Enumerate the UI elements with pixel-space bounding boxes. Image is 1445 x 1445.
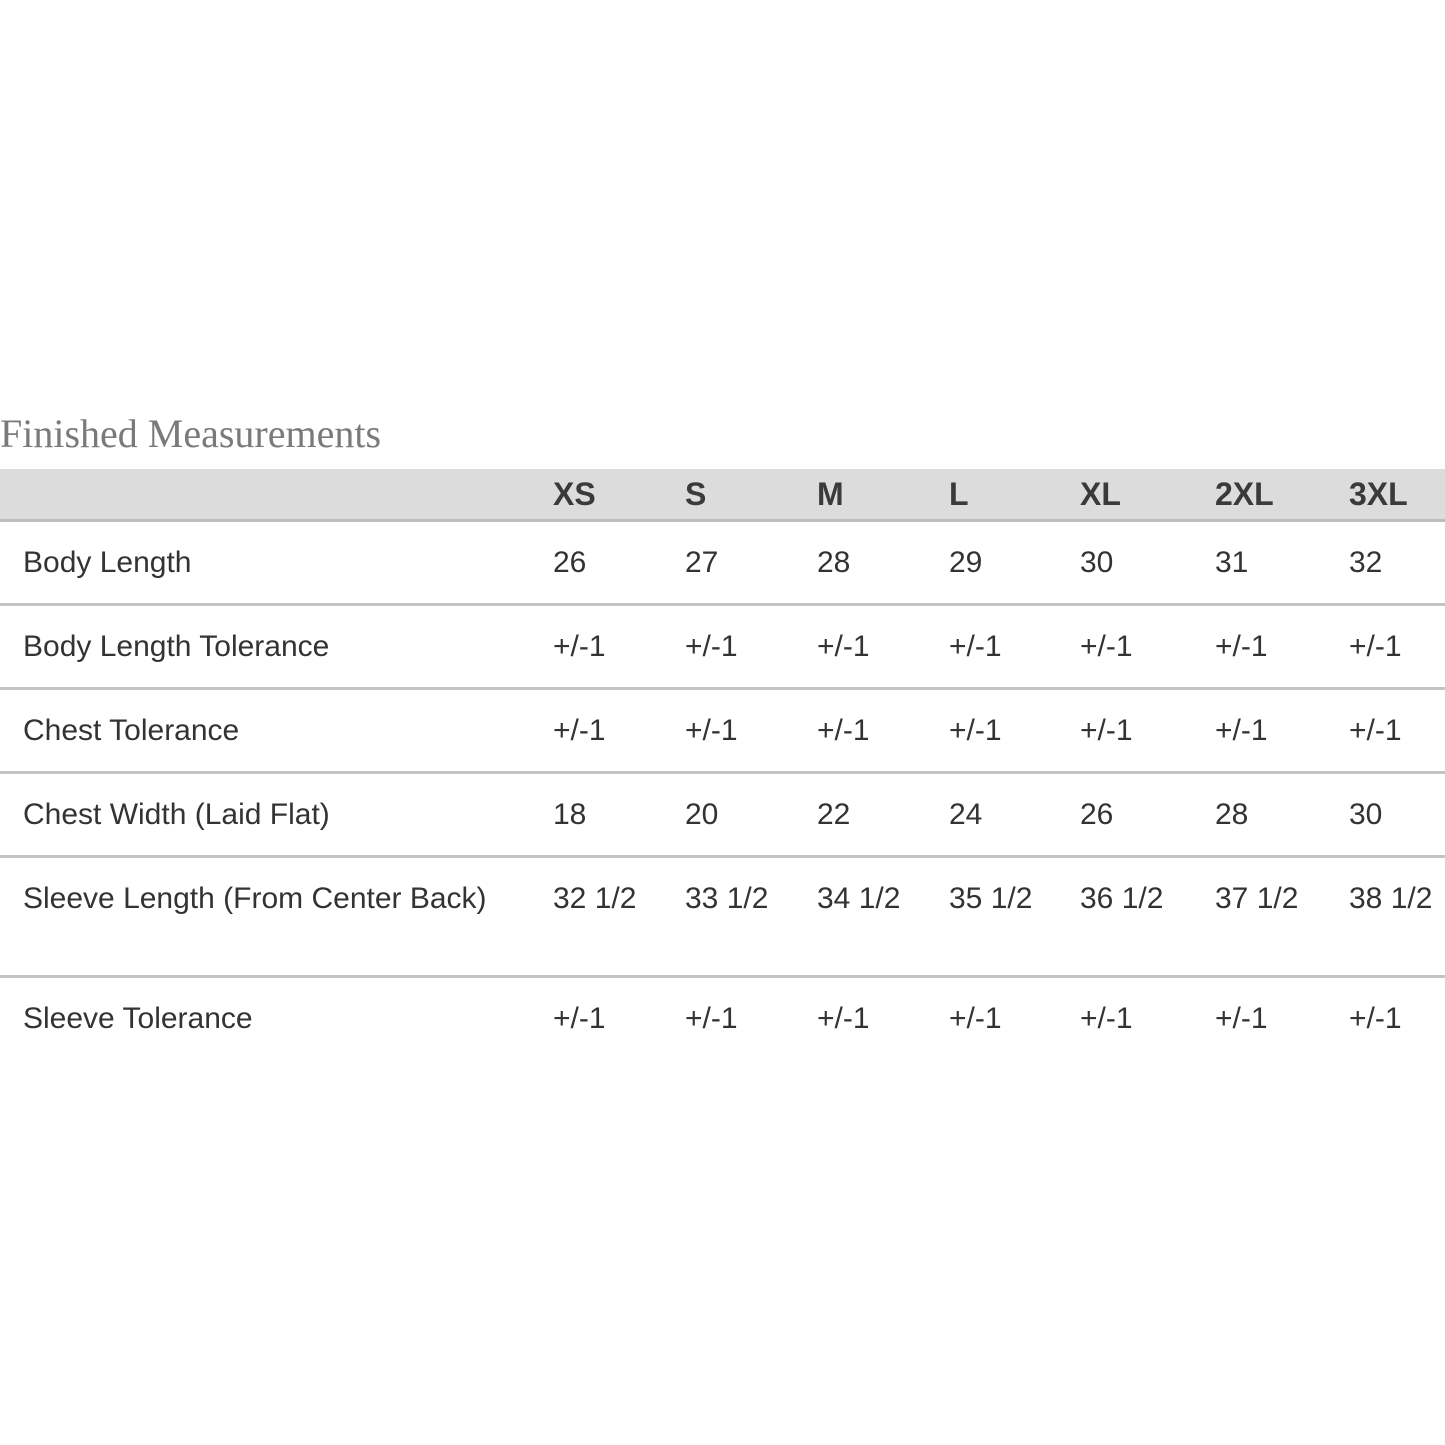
table-cell: 22 xyxy=(817,798,851,831)
table-cell: 31 xyxy=(1215,546,1249,579)
table-cell: +/-1 xyxy=(817,714,870,747)
page-title: Finished Measurements xyxy=(0,411,382,456)
table-cell: 20 xyxy=(685,798,719,831)
table-cell: 38 1/2 xyxy=(1349,882,1433,915)
table-cell: 26 xyxy=(1080,798,1114,831)
size-header: L xyxy=(949,476,969,512)
size-header: S xyxy=(685,476,707,512)
table-cell: +/-1 xyxy=(553,630,606,663)
table-cell: +/-1 xyxy=(685,714,738,747)
table-cell: +/-1 xyxy=(949,714,1002,747)
table-cell: 28 xyxy=(1215,798,1249,831)
table-row xyxy=(0,522,1445,606)
row-label: Chest Tolerance xyxy=(23,714,240,747)
table-cell: 29 xyxy=(949,546,983,579)
row-label: Body Length Tolerance xyxy=(23,630,330,663)
table-cell: +/-1 xyxy=(949,630,1002,663)
table-cell: 18 xyxy=(553,798,587,831)
table-row xyxy=(0,606,1445,690)
table-header-row xyxy=(0,469,1445,522)
table-cell: 34 1/2 xyxy=(817,882,901,915)
table-cell: 32 xyxy=(1349,546,1383,579)
table-row xyxy=(0,858,1445,978)
table-cell: +/-1 xyxy=(817,1002,870,1035)
table-cell: +/-1 xyxy=(1215,630,1268,663)
table-cell: +/-1 xyxy=(553,714,606,747)
row-label: Sleeve Tolerance xyxy=(23,1002,253,1035)
table-cell: 30 xyxy=(1080,546,1114,579)
table-cell: 30 xyxy=(1349,798,1383,831)
size-header: 2XL xyxy=(1215,476,1274,512)
table-cell: +/-1 xyxy=(1349,1002,1402,1035)
measurements-table xyxy=(0,469,1445,1059)
table-cell: 37 1/2 xyxy=(1215,882,1299,915)
table-cell: +/-1 xyxy=(949,1002,1002,1035)
table-cell: +/-1 xyxy=(1080,630,1133,663)
size-header: 3XL xyxy=(1349,476,1408,512)
table-cell: +/-1 xyxy=(1215,714,1268,747)
table-cell: 35 1/2 xyxy=(949,882,1033,915)
table-cell: +/-1 xyxy=(1349,714,1402,747)
table-cell: +/-1 xyxy=(553,1002,606,1035)
table-cell: 26 xyxy=(553,546,587,579)
size-header: M xyxy=(817,476,844,512)
row-label: Chest Width (Laid Flat) xyxy=(23,798,330,831)
table-cell: 27 xyxy=(685,546,719,579)
size-header: XL xyxy=(1080,476,1121,512)
table-cell: +/-1 xyxy=(1080,714,1133,747)
table-cell: 24 xyxy=(949,798,983,831)
row-label: Sleeve Length (From Center Back) xyxy=(23,882,487,915)
table-cell: 32 1/2 xyxy=(553,882,637,915)
table-cell: 33 1/2 xyxy=(685,882,769,915)
table-row xyxy=(0,690,1445,774)
table-row xyxy=(0,978,1445,1059)
table-cell: +/-1 xyxy=(1349,630,1402,663)
table-cell: +/-1 xyxy=(817,630,870,663)
table-cell: 28 xyxy=(817,546,851,579)
size-header: XS xyxy=(553,476,596,512)
table-cell: +/-1 xyxy=(1215,1002,1268,1035)
table-cell: +/-1 xyxy=(1080,1002,1133,1035)
table-row xyxy=(0,774,1445,858)
table-cell: +/-1 xyxy=(685,1002,738,1035)
row-label: Body Length xyxy=(23,546,192,579)
table-cell: +/-1 xyxy=(685,630,738,663)
table-cell: 36 1/2 xyxy=(1080,882,1164,915)
